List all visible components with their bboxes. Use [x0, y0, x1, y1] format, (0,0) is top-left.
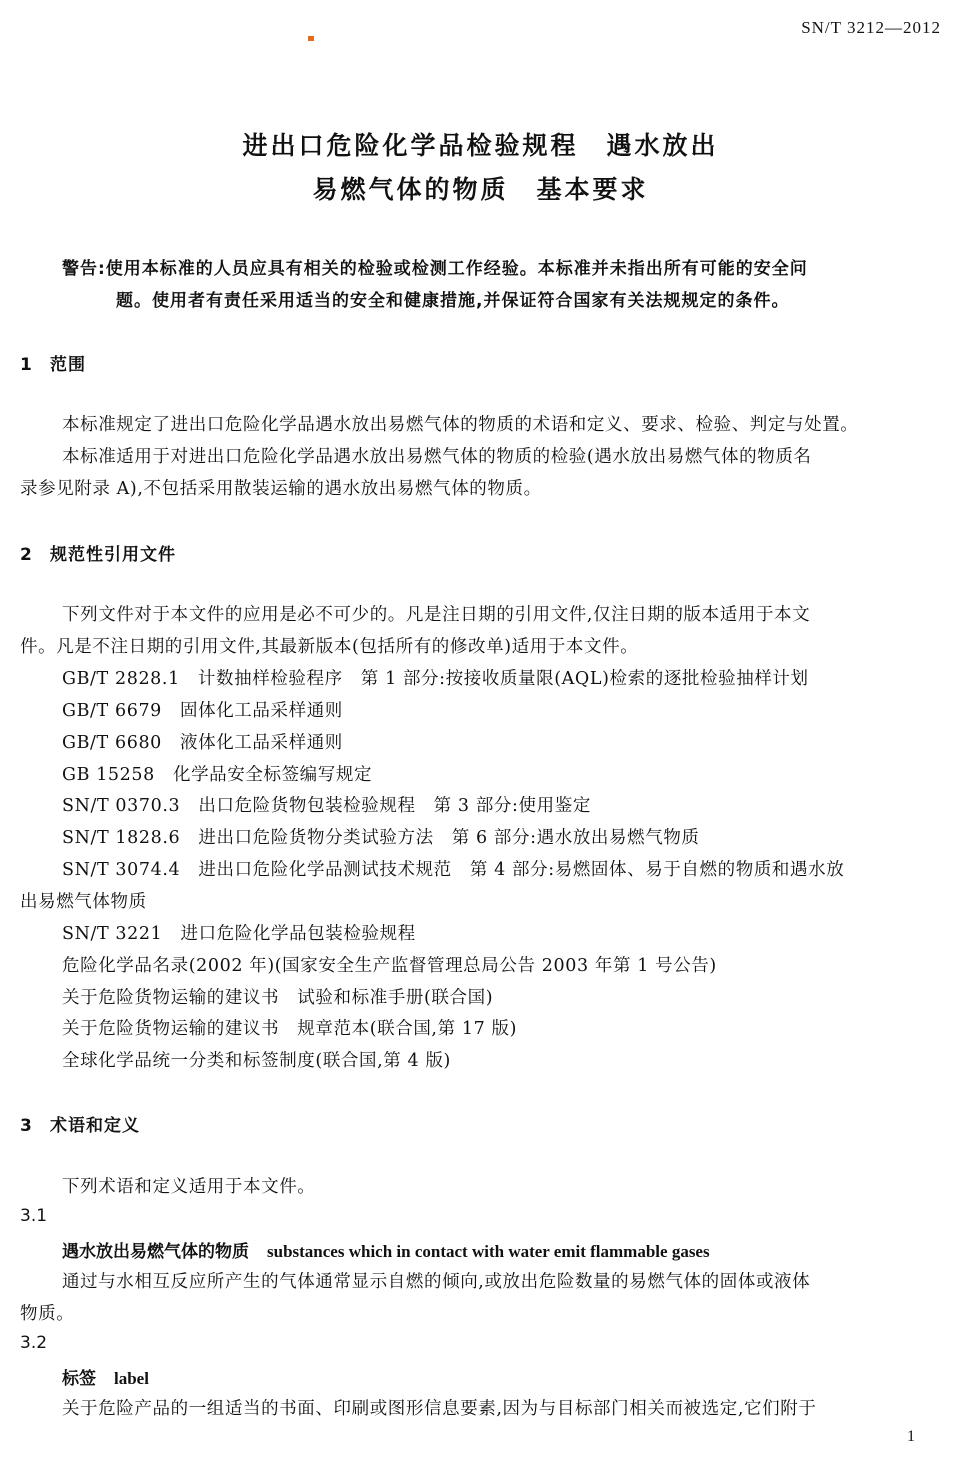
- section-title: 规范性引用文件: [50, 545, 176, 565]
- paragraph-continuation: 件。凡是不注日期的引用文件,其最新版本(包括所有的修改单)适用于本文件。: [20, 637, 639, 657]
- warning-line-2: 题。使用者有责任采用适当的安全和健康措施,并保证符合国家有关法规规定的条件。: [116, 291, 790, 311]
- reference-item: 危险化学品名录(2002 年)(国家安全生产监督管理总局公告 2003 年第 1 号公告): [62, 956, 717, 976]
- clause-number: 3.1: [20, 1206, 48, 1226]
- term-english: label: [114, 1369, 149, 1388]
- reference-item: SN/T 3221 进口危险化学品包装检验规程: [62, 924, 416, 944]
- section-title: 术语和定义: [50, 1116, 140, 1136]
- reference-item: 关于危险货物运输的建议书 规章范本(联合国,第 17 版): [62, 1019, 518, 1039]
- reference-item: SN/T 0370.3 出口危险货物包装检验规程 第 3 部分:使用鉴定: [62, 796, 591, 816]
- paragraph: 本标准规定了进出口危险化学品遇水放出易燃气体的物质的术语和定义、要求、检验、判定与处置。: [62, 415, 859, 435]
- section-title: 范围: [50, 355, 86, 375]
- definition: 通过与水相互反应所产生的气体通常显示自燃的倾向,或放出危险数量的易燃气体的固体或液体: [62, 1272, 811, 1292]
- reference-item: 全球化学品统一分类和标签制度(联合国,第 4 版): [62, 1051, 451, 1071]
- term-chinese: 标签: [62, 1369, 96, 1389]
- warning-line-1: 警告:使用本标准的人员应具有相关的检验或检测工作经验。本标准并未指出所有可能的安全问: [62, 259, 808, 279]
- reference-item: SN/T 1828.6 进出口危险货物分类试验方法 第 6 部分:遇水放出易燃气物质: [62, 828, 700, 848]
- section-3-heading: [20, 1111, 140, 1136]
- document-title-line-2: 易燃气体的物质 基本要求: [312, 175, 649, 204]
- paragraph: 本标准适用于对进出口危险化学品遇水放出易燃气体的物质的检验(遇水放出易燃气体的物质名: [62, 447, 812, 467]
- orange-mark: [308, 36, 314, 41]
- definition: 关于危险产品的一组适当的书面、印刷或图形信息要素,因为与目标部门相关而被选定,它们附于: [62, 1399, 817, 1419]
- reference-item-continuation: 出易燃气体物质: [20, 892, 147, 912]
- term-english: substances which in contact with water emit flammable gases: [267, 1242, 710, 1261]
- section-number: 2: [20, 545, 33, 565]
- reference-item: 关于危险货物运输的建议书 试验和标准手册(联合国): [62, 988, 494, 1008]
- reference-item: GB 15258 化学品安全标签编写规定: [62, 765, 373, 785]
- standard-number: SN/T 3212—2012: [801, 18, 941, 37]
- term-entry: [62, 1364, 149, 1389]
- document-title-line-1: 进出口危险化学品检验规程 遇水放出: [242, 131, 719, 160]
- term-entry: [62, 1237, 710, 1262]
- reference-item: SN/T 3074.4 进出口危险化学品测试技术规范 第 4 部分:易燃固体、易于自燃的物质和遇水放: [62, 860, 845, 880]
- section-1-heading: [20, 350, 86, 375]
- definition-continuation: 物质。: [20, 1304, 75, 1324]
- term-chinese: 遇水放出易燃气体的物质: [62, 1242, 249, 1262]
- reference-item: GB/T 6680 液体化工品采样通则: [62, 733, 343, 753]
- reference-item: GB/T 2828.1 计数抽样检验程序 第 1 部分:按接收质量限(AQL)检索的逐批检验抽样计划: [62, 669, 809, 689]
- section-2-heading: [20, 540, 176, 565]
- paragraph: 下列文件对于本文件的应用是必不可少的。凡是注日期的引用文件,仅注日期的版本适用于本文: [62, 605, 811, 625]
- paragraph-continuation: 录参见附录 A),不包括采用散装运输的遇水放出易燃气体的物质。: [20, 479, 542, 499]
- clause-number: 3.2: [20, 1333, 48, 1353]
- page-number: 1: [907, 1428, 915, 1445]
- reference-item: GB/T 6679 固体化工品采样通则: [62, 701, 343, 721]
- paragraph: 下列术语和定义适用于本文件。: [62, 1177, 316, 1197]
- section-number: 1: [20, 355, 33, 375]
- section-number: 3: [20, 1116, 33, 1136]
